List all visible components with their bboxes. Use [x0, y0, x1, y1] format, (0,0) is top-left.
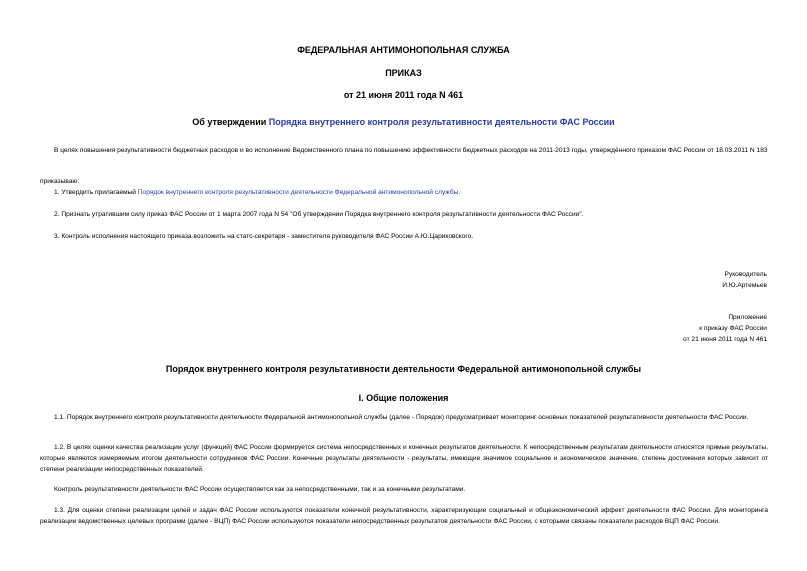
procedure-link[interactable]: Порядка внутреннего контроля результативности деятельности ФАС России: [268, 117, 615, 127]
order-item-1-prefix: 1. Утвердить прилагаемый: [54, 189, 138, 196]
signature-name: И.Ю.Артемьев: [722, 282, 767, 289]
paragraph-1-1: 1.1. Порядок внутреннего контроля результативности деятельности Федеральной антимонопольной службы (далее - Порядок) предусматривает мониторинг основных показателей результативности деятельности ФАС России.: [54, 414, 749, 421]
order-item-1: [54, 187, 460, 198]
agency-heading: ФЕДЕРАЛЬНАЯ АНТИМОНОПОЛЬНАЯ СЛУЖБА: [297, 45, 510, 55]
paragraph-1-3: 1.3. Для оценки степени реализации целей и задач ФАС России используются показатели конечной результативности, характеризующие социальный и общеэкономический эффект деятельности ФАС России. Для мониторинга реализации ведомственных целевых программ (далее - ВЦП) ФАС России используются показатели непосредственных результатов деятельности ФАС России, с которыми связаны показатели расходов ВЦП ФАС России.: [40, 507, 768, 525]
order-subject-prefix: Об утверждении: [192, 117, 269, 127]
order-word: приказываю:: [40, 178, 80, 185]
procedure-title: Порядок внутреннего контроля результативности деятельности Федеральной антимонопольной службы: [165, 364, 642, 374]
doc-type-heading: ПРИКАЗ: [385, 68, 422, 78]
order-item-3: 3. Контроль исполнения настоящего приказа возложить на статс-секретаря - заместителя руководителя ФАС России А.Ю.Цариковского.: [54, 233, 474, 240]
order-date-number: от 21 июня 2011 года N 461: [343, 90, 464, 100]
signature-title: Руководитель: [724, 271, 767, 278]
appendix-reference: к приказу ФАС России: [699, 325, 767, 332]
order-item-1-link[interactable]: Порядок внутреннего контроля результативности деятельности Федеральной антимонопольной службы: [137, 189, 459, 196]
preamble-paragraph: В целях повышения результативности бюджетных расходов и во исполнение Ведомственного плана по повышению эффективности бюджетных расходов на 2011-2013 годы, утверждённого приказом ФАС России от 18.03.2011 N 183: [54, 147, 768, 154]
paragraph-1-2: 1.2. В целях оценки качества реализации услуг (функций) ФАС России формируется система непосредственных и конечных результатов деятельности. К непосредственным результатам деятельности относятся прямые результаты, которые являются измеряемым итогом деятельности сотрудников ФАС России. Конечные результаты деятельности - результаты, имеющие значимое социальное и экономическое значение, степень достижения которых зависит от степени реализации непосредственных показателей.: [40, 444, 768, 473]
appendix-date: от 21 июня 2011 года N 461: [683, 336, 767, 343]
order-item-1-suffix: .: [458, 189, 461, 196]
appendix-label: Приложение: [728, 314, 767, 321]
order-subject: [0, 116, 807, 128]
section-1-title: I. Общие положения: [358, 393, 449, 403]
paragraph-control: Контроль результативности деятельности ФАС России осуществляется как за непосредственными, так и за конечными результатами.: [54, 486, 466, 493]
order-item-2: 2. Признать утратившим силу приказ ФАС России от 1 марта 2007 года N 54 "Об утверждении Порядка внутреннего контроля результативности деятельности ФАС России".: [54, 211, 584, 218]
